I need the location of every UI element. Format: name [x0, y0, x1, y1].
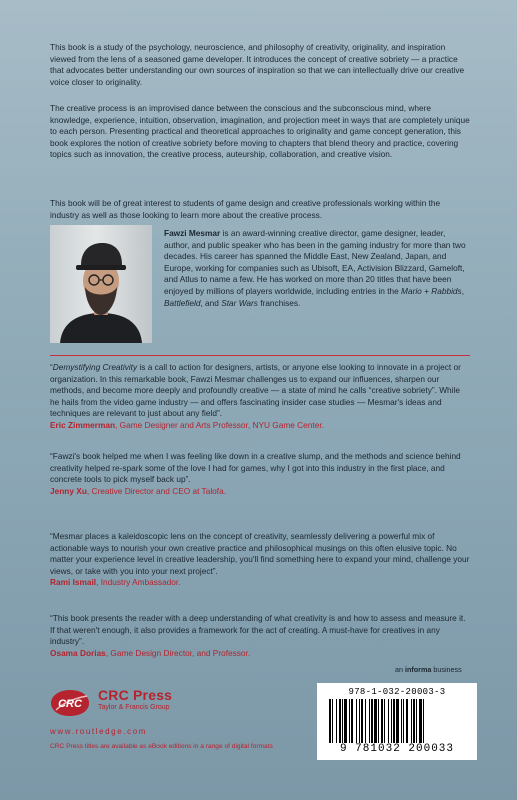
publisher-url: www.routledge.com [50, 727, 148, 736]
barcode-bars [327, 699, 467, 743]
barcode-bar [359, 699, 360, 743]
barcode-bar [356, 699, 357, 743]
endorsement-1 [50, 362, 470, 432]
endorser-name-1: Eric Zimmerman [50, 419, 116, 430]
ebook-note: CRC Press titles are available as eBook editions in a range of digital formats [50, 743, 273, 750]
informa-suffix: business [431, 665, 462, 674]
endorsement-1-body: is a call to action for designers, artists, or anyone else looking to innovate in a project or organization. In this remarkable book, Fawzi Mesmar challenges us to expand our influences, sharpen our methods, and become more deeply and profoundly creative — a state of mind he calls “creative sobriety”. While he hails from the video game industry — and offers fascinating insider case studies — Mesmar's ideas and techniques are relevant to just about any field”. [50, 362, 461, 419]
crc-logo-text: CRC [58, 698, 82, 710]
author-photo [50, 225, 152, 343]
barcode-bar [401, 699, 402, 743]
informa-prefix: an [395, 665, 405, 674]
publisher-name: CRC Press [98, 687, 173, 703]
barcode-bar [416, 699, 417, 743]
barcode-bar [329, 699, 331, 743]
informa-tagline [395, 665, 462, 674]
barcode-bar [332, 699, 333, 743]
barcode-bar [403, 699, 404, 743]
isbn-digits: 9 781032 200033 [339, 743, 455, 755]
title-battlefield: Battlefield [164, 297, 201, 308]
book-title: Demystifying Creativity [52, 362, 138, 372]
informa-brand: informa [405, 665, 432, 674]
barcode-bar [406, 699, 408, 743]
endorser-role-4: , Game Design Director, and Professor. [105, 647, 251, 658]
bio-separator-2: , and [200, 297, 222, 308]
barcode-bar [419, 699, 422, 743]
isbn-number: 978-1-032-20003-3 [348, 687, 446, 697]
endorsement-3-text: “Mesmar places a kaleidoscopic lens on the concept of creativity, seamlessly delivering a powerful mix of actionable ways to nourish your own creative practice and philosophical musings on this often elusive topic. No matter your experience level in creative leadership, you'll find something here to expand your mind, challenge your views, or take with you into your next project”. [50, 531, 470, 576]
title-mario-rabbids: Mario + Rabbids [401, 285, 462, 296]
endorser-role-2: , Creative Director and CEO at Talofa. [86, 485, 227, 496]
divider-rule [50, 355, 470, 356]
bio-separator-1: , [461, 285, 465, 296]
barcode-bar [381, 699, 383, 743]
publisher-group: Taylor & Francis Group [98, 704, 170, 711]
endorsement-2 [50, 451, 470, 497]
blurb-paragraph-2: The creative process is an improvised dance between the conscious and the subconscious mind, where knowledge, experience, intuition, observation, imagination, and projection meet in ways that are completely unique to each person. Presenting practical and theoretical approaches to originality and game concept generation, this book explores the notion of creative sobriety before moving to chapters that blend theory and practice, covering topics such as innovation, the creative process, auteurship, collaboration, and creative vision. [50, 103, 470, 160]
endorser-role-3: , Industry Ambassador. [96, 577, 181, 588]
author-bio-part-1: is an award-winning creative director, game designer, leader, author, and public speaker who has been in the gaming industry for more than two decades. His career has spanned the Middle East, New Zealand, Japan, and Europe, working for companies such as Ubisoft, EA, Activision Blizzard, Gameloft, and Atlus to name a few. He has worked on more than 20 titles that have been enjoyed by millions of players worldwide, including entries in the [164, 228, 466, 296]
endorser-name-2: Jenny Xu [50, 485, 87, 496]
endorsement-4-text: “This book presents the reader with a deep understanding of what creativity is and how to assess and measure it. If that weren't enough, it also provides a framework for the act of creating. A must-have for creatives in any industry”. [50, 613, 466, 647]
barcode-bar [388, 699, 389, 743]
barcode-bar [411, 699, 412, 743]
barcode-bar [339, 699, 341, 743]
blurb-paragraph-1: This book is a study of the psychology, neuroscience, and philosophy of creativity, originality, and inspiration viewed from the lens of a seasoned game developer. It introduces the concept of creative sobriety — a practice that advocates better understanding our own sources of inspiration so that we can intellectually drive our creative voice closer to originality. [50, 42, 465, 87]
author-name: Fawzi Mesmar [164, 228, 221, 238]
endorser-role-1: , Game Designer and Arts Professor, NYU Game Center. [115, 419, 324, 430]
endorsement-2-text: “Fawzi's book helped me when I was feeling like down in a creative slump, and the methods and science behind creativity helped re-spark some of the love I had for games, why I got into this industry in the first place, and concrete tools to pick myself back up”. [50, 451, 461, 485]
barcode-bar [374, 699, 377, 743]
barcode-bar [378, 699, 379, 743]
barcode-bar [342, 699, 343, 743]
author-portrait-image [50, 225, 152, 343]
endorsement-1-text [50, 362, 470, 420]
barcode-bar [369, 699, 370, 743]
barcode-bar [344, 699, 347, 743]
endorsement-4 [50, 613, 470, 659]
isbn-barcode [317, 683, 477, 760]
barcode-bar [349, 699, 350, 743]
barcode-bar [423, 699, 424, 743]
barcode-bar [396, 699, 399, 743]
barcode-bar [336, 699, 337, 743]
barcode-bar [393, 699, 395, 743]
barcode-bar [413, 699, 415, 743]
author-bio [164, 228, 469, 309]
author-bio-part-2: franchises. [257, 297, 301, 308]
endorser-name-4: Osama Dorias [50, 647, 106, 658]
endorsement-3 [50, 531, 470, 589]
barcode-bar [371, 699, 373, 743]
blurb-paragraph-3: This book will be of great interest to students of game design and creative professionals working within the industry as well as those looking to learn more about the creative process. [50, 198, 441, 220]
barcode-bar [351, 699, 353, 743]
barcode-bar [391, 699, 392, 743]
endorser-name-3: Rami Ismail [50, 577, 97, 588]
title-star-wars: Star Wars [221, 297, 258, 308]
barcode-bar [361, 699, 363, 743]
crc-logo-icon [50, 688, 90, 718]
quote-open-mark: “ [50, 362, 53, 372]
barcode-bar [384, 699, 385, 743]
barcode-bar [365, 699, 366, 743]
